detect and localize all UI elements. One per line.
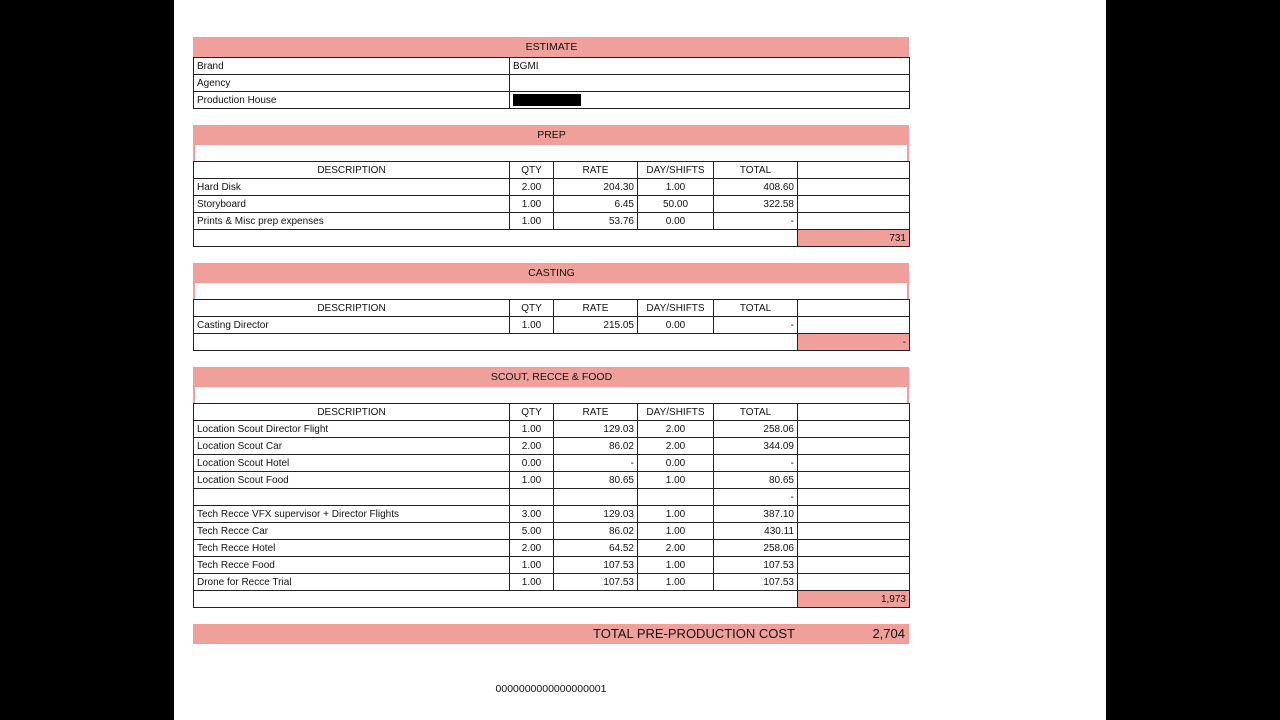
subtotal-row — [194, 334, 910, 351]
item-qty: 1.00 — [510, 196, 554, 213]
line-item-row — [194, 523, 910, 540]
item-qty: 2.00 — [510, 179, 554, 196]
grand-total-label: TOTAL PRE-PRODUCTION COST — [593, 626, 795, 641]
item-days: 1.00 — [638, 557, 714, 574]
item-rate: 215.05 — [554, 317, 638, 334]
line-item-row — [194, 506, 910, 523]
item-total: - — [714, 489, 798, 506]
item-description: Tech Recce Food — [194, 557, 510, 574]
item-days: 1.00 — [638, 472, 714, 489]
item-days: 2.00 — [638, 438, 714, 455]
column-header-days: DAY/SHIFTS — [638, 162, 714, 179]
line-item-row — [194, 421, 910, 438]
item-days: 1.00 — [638, 506, 714, 523]
grand-total-value: 2,704 — [872, 626, 905, 641]
item-blank — [798, 540, 910, 557]
item-qty: 2.00 — [510, 540, 554, 557]
item-total: 322.58 — [714, 196, 798, 213]
item-description: Prints & Misc prep expenses — [194, 213, 510, 230]
subtotal-spacer — [194, 334, 798, 351]
estimate-header: ESTIMATE — [193, 37, 909, 57]
line-item-row — [194, 489, 910, 506]
item-description: Location Scout Director Flight — [194, 421, 510, 438]
column-header-total: TOTAL — [714, 300, 798, 317]
item-qty — [510, 489, 554, 506]
item-rate: 129.03 — [554, 421, 638, 438]
item-description: Location Scout Food — [194, 472, 510, 489]
item-description: Storyboard — [194, 196, 510, 213]
estimate-row — [194, 75, 910, 92]
document-page — [174, 0, 1106, 720]
item-description: Location Scout Hotel — [194, 455, 510, 472]
column-header-description: DESCRIPTION — [194, 300, 510, 317]
item-total: 387.10 — [714, 506, 798, 523]
column-header-total: TOTAL — [714, 162, 798, 179]
column-header-description: DESCRIPTION — [194, 162, 510, 179]
item-total: 258.06 — [714, 540, 798, 557]
item-total: 80.65 — [714, 472, 798, 489]
estimate-value: BGMI — [510, 58, 910, 75]
line-item-row — [194, 438, 910, 455]
item-blank — [798, 196, 910, 213]
subtotal-row — [194, 591, 910, 608]
column-header-blank — [798, 404, 910, 421]
item-rate: 204.30 — [554, 179, 638, 196]
item-blank — [798, 421, 910, 438]
item-rate: 64.52 — [554, 540, 638, 557]
item-days: 0.00 — [638, 213, 714, 230]
column-header-rate: RATE — [554, 300, 638, 317]
column-header-qty: QTY — [510, 162, 554, 179]
item-days: 50.00 — [638, 196, 714, 213]
line-item-row — [194, 317, 910, 334]
column-header-row — [194, 404, 910, 421]
item-blank — [798, 489, 910, 506]
section-subtotal: 1,973 — [798, 591, 910, 608]
estimate-value — [510, 92, 910, 109]
item-days: 1.00 — [638, 179, 714, 196]
item-total: 107.53 — [714, 574, 798, 591]
item-days: 1.00 — [638, 523, 714, 540]
column-header-rate: RATE — [554, 162, 638, 179]
item-description: Casting Director — [194, 317, 510, 334]
item-days: 0.00 — [638, 455, 714, 472]
item-blank — [798, 317, 910, 334]
item-blank — [798, 472, 910, 489]
casting-header: CASTING — [193, 263, 909, 283]
item-qty: 1.00 — [510, 421, 554, 438]
item-description: Tech Recce Car — [194, 523, 510, 540]
item-qty: 1.00 — [510, 213, 554, 230]
column-header-days: DAY/SHIFTS — [638, 300, 714, 317]
item-rate: 6.45 — [554, 196, 638, 213]
grand-total-bar — [193, 624, 909, 644]
casting-table — [193, 299, 910, 351]
line-item-row — [194, 574, 910, 591]
scout-table — [193, 403, 910, 608]
column-header-row — [194, 300, 910, 317]
item-total: 430.11 — [714, 523, 798, 540]
item-rate: 107.53 — [554, 557, 638, 574]
prep-header: PREP — [193, 125, 909, 145]
item-description: Hard Disk — [194, 179, 510, 196]
item-total: 408.60 — [714, 179, 798, 196]
item-days: 0.00 — [638, 317, 714, 334]
column-header-qty: QTY — [510, 404, 554, 421]
item-qty: 1.00 — [510, 557, 554, 574]
item-blank — [798, 557, 910, 574]
item-qty: 3.00 — [510, 506, 554, 523]
section-subtotal: - — [798, 334, 910, 351]
item-description: Drone for Recce Trial — [194, 574, 510, 591]
item-qty: 5.00 — [510, 523, 554, 540]
item-rate: 86.02 — [554, 523, 638, 540]
item-rate: 86.02 — [554, 438, 638, 455]
line-item-row — [194, 196, 910, 213]
column-header-row — [194, 162, 910, 179]
subtotal-spacer — [194, 230, 798, 247]
line-item-row — [194, 455, 910, 472]
column-header-qty: QTY — [510, 300, 554, 317]
column-header-blank — [798, 162, 910, 179]
item-blank — [798, 506, 910, 523]
item-total: 107.53 — [714, 557, 798, 574]
line-item-row — [194, 557, 910, 574]
column-header-description: DESCRIPTION — [194, 404, 510, 421]
redaction-bar — [513, 94, 581, 106]
subtotal-spacer — [194, 591, 798, 608]
item-rate: - — [554, 455, 638, 472]
item-total: - — [714, 213, 798, 230]
column-header-days: DAY/SHIFTS — [638, 404, 714, 421]
line-item-row — [194, 213, 910, 230]
item-rate: 80.65 — [554, 472, 638, 489]
item-blank — [798, 179, 910, 196]
line-item-row — [194, 540, 910, 557]
estimate-info-table — [193, 57, 910, 109]
item-total: 344.09 — [714, 438, 798, 455]
prep-table — [193, 161, 910, 247]
item-days: 2.00 — [638, 421, 714, 438]
subtotal-row — [194, 230, 910, 247]
item-description: Tech Recce Hotel — [194, 540, 510, 557]
item-rate: 129.03 — [554, 506, 638, 523]
item-qty: 1.00 — [510, 317, 554, 334]
item-rate: 53.76 — [554, 213, 638, 230]
item-blank — [798, 213, 910, 230]
column-header-blank — [798, 300, 910, 317]
estimate-label: Production House — [194, 92, 510, 109]
column-header-rate: RATE — [554, 404, 638, 421]
item-total: - — [714, 317, 798, 334]
document-footer-number: 0000000000000000001 — [495, 683, 607, 695]
line-item-row — [194, 179, 910, 196]
item-description: Location Scout Car — [194, 438, 510, 455]
estimate-sheet — [193, 37, 909, 644]
estimate-row — [194, 92, 910, 109]
item-description: Tech Recce VFX supervisor + Director Flights — [194, 506, 510, 523]
line-item-row — [194, 472, 910, 489]
item-rate: 107.53 — [554, 574, 638, 591]
item-total: 258.06 — [714, 421, 798, 438]
item-qty: 1.00 — [510, 574, 554, 591]
item-description — [194, 489, 510, 506]
item-qty: 1.00 — [510, 472, 554, 489]
item-days: 2.00 — [638, 540, 714, 557]
item-blank — [798, 523, 910, 540]
estimate-value — [510, 75, 910, 92]
item-blank — [798, 574, 910, 591]
column-header-total: TOTAL — [714, 404, 798, 421]
scout-header: SCOUT, RECCE & FOOD — [193, 367, 909, 387]
item-blank — [798, 455, 910, 472]
item-days — [638, 489, 714, 506]
section-subtotal: 731 — [798, 230, 910, 247]
estimate-label: Agency — [194, 75, 510, 92]
item-rate — [554, 489, 638, 506]
estimate-label: Brand — [194, 58, 510, 75]
item-blank — [798, 438, 910, 455]
item-days: 1.00 — [638, 574, 714, 591]
item-total: - — [714, 455, 798, 472]
item-qty: 2.00 — [510, 438, 554, 455]
estimate-row — [194, 58, 910, 75]
item-qty: 0.00 — [510, 455, 554, 472]
